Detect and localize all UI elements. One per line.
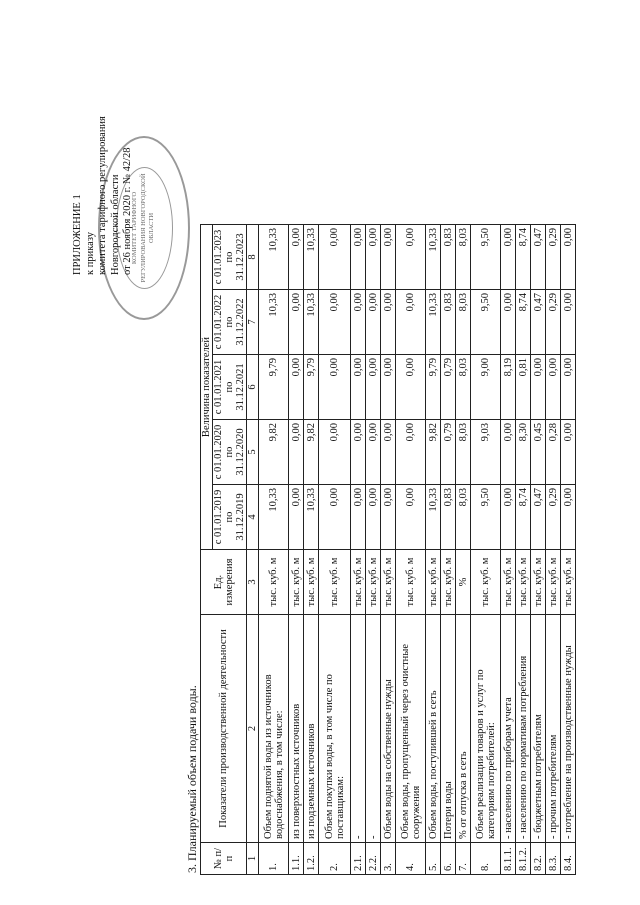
table-row (319, 225, 351, 875)
region-label: Новгородской области (109, 174, 121, 275)
row-value: 0,47 (531, 225, 546, 290)
row-value: 0,00 (289, 485, 304, 550)
row-number: 8.1.1. (501, 843, 516, 875)
col-header-period: с 01.01.2023 по 31.12.2023 (213, 225, 247, 290)
row-indicator: Объем покупки воды, в том числе по поставщикам: (319, 615, 351, 843)
row-value: 10,33 (426, 290, 441, 355)
row-value: 0,29 (546, 290, 561, 355)
col-header-num: № п/п (201, 843, 247, 875)
row-value: 0,00 (351, 355, 366, 420)
row-number: 8. (471, 843, 501, 875)
col-number: 4 (247, 485, 259, 550)
row-unit: тыс. куб. м (289, 550, 304, 615)
row-value: 0,00 (561, 485, 576, 550)
table-row (259, 225, 289, 875)
row-value: 0,00 (396, 225, 426, 290)
row-number: 4. (396, 843, 426, 875)
row-unit: тыс. куб. м (501, 550, 516, 615)
appendix-label: ПРИЛОЖЕНИЕ 1 (72, 194, 83, 275)
seal-text: КОМИТЕТ ТАРИФНОГО РЕГУЛИРОВАНИЯ НОВГОРОДСКОЙ ОБЛАСТИ (131, 173, 156, 283)
row-value: 0,83 (441, 290, 456, 355)
row-indicator: - бюджетным потребителям (531, 615, 546, 843)
row-value: 0,00 (351, 420, 366, 485)
row-value: 10,33 (259, 290, 289, 355)
row-value: 9,79 (426, 355, 441, 420)
row-value: 0,28 (546, 420, 561, 485)
col-header-indicator: Показатели производственной деятельности (201, 615, 247, 843)
row-value: 0,00 (351, 225, 366, 290)
row-indicator: - населению по приборам учета (501, 615, 516, 843)
row-value: 0,00 (366, 355, 381, 420)
row-value: 0,79 (441, 355, 456, 420)
col-header-period: с 01.01.2021 по 31.12.2021 (213, 355, 247, 420)
row-value: 0,00 (381, 485, 396, 550)
row-number: 1.2. (304, 843, 319, 875)
row-unit: тыс. куб. м (381, 550, 396, 615)
row-value: 0,00 (319, 290, 351, 355)
row-value: 0,00 (381, 225, 396, 290)
table-head (201, 225, 259, 875)
row-value: 0,00 (381, 420, 396, 485)
table-row (561, 225, 576, 875)
row-value: 0,00 (396, 420, 426, 485)
table-row (441, 225, 456, 875)
row-unit: тыс. куб. м (561, 550, 576, 615)
row-value: 9,82 (259, 420, 289, 485)
row-number: 7. (456, 843, 471, 875)
table-row (289, 225, 304, 875)
row-value: 10,33 (304, 225, 319, 290)
committee-label: комитета тарифного регулирования (97, 116, 108, 275)
table-body (259, 225, 576, 875)
row-unit: тыс. куб. м (516, 550, 531, 615)
row-indicator: Объем воды, пропущенный через очистные сооружения (396, 615, 426, 843)
row-unit: тыс. куб. м (396, 550, 426, 615)
row-value: 8,03 (456, 225, 471, 290)
row-value: 9,03 (471, 420, 501, 485)
row-number: 8.1.2. (516, 843, 531, 875)
col-number: 2 (247, 615, 259, 843)
row-value: 10,33 (426, 225, 441, 290)
row-value: 0,00 (501, 485, 516, 550)
row-value: 0,00 (381, 290, 396, 355)
col-header-unit: Ед. измерения (201, 550, 247, 615)
row-value: 0,79 (441, 420, 456, 485)
row-indicator: - (351, 615, 366, 843)
row-value: 0,00 (561, 355, 576, 420)
row-indicator: Объем поднятой воды из источников водоснабжения, в том числе: (259, 615, 289, 843)
row-value: 0,00 (396, 485, 426, 550)
row-value: 8,03 (456, 420, 471, 485)
col-header-values: Величина показателей (201, 225, 213, 550)
row-value: 0,00 (366, 225, 381, 290)
row-number: 5. (426, 843, 441, 875)
row-unit: тыс. куб. м (441, 550, 456, 615)
row-value: 8,03 (456, 290, 471, 355)
table-row (471, 225, 501, 875)
row-value: 0,00 (561, 290, 576, 355)
row-value: 0,00 (319, 355, 351, 420)
table-row (381, 225, 396, 875)
row-unit: тыс. куб. м (426, 550, 441, 615)
row-value: 0,00 (561, 225, 576, 290)
col-number: 8 (247, 225, 259, 290)
table-row (304, 225, 319, 875)
row-value: 10,33 (426, 485, 441, 550)
row-value: 10,33 (304, 485, 319, 550)
row-value: 8,30 (516, 420, 531, 485)
row-number: 8.2. (531, 843, 546, 875)
table-row (531, 225, 546, 875)
row-indicator: Потери воды (441, 615, 456, 843)
row-value: 9,50 (471, 485, 501, 550)
row-value: 9,50 (471, 290, 501, 355)
row-value: 0,00 (366, 485, 381, 550)
table-row (501, 225, 516, 875)
row-indicator: - (366, 615, 381, 843)
row-value: 10,33 (259, 485, 289, 550)
col-number: 6 (247, 355, 259, 420)
table-row (426, 225, 441, 875)
col-number: 7 (247, 290, 259, 355)
row-value: 0,29 (546, 485, 561, 550)
date-number-label: от 26 ноября 2020 г. № 42/28 (122, 147, 133, 275)
row-value: 0,00 (289, 355, 304, 420)
row-value: 0,00 (319, 225, 351, 290)
row-indicator: - населению по нормативам потребления (516, 615, 531, 843)
row-number: 2. (319, 843, 351, 875)
row-value: 0,47 (531, 485, 546, 550)
col-number: 1 (247, 843, 259, 875)
row-value: 0,29 (546, 225, 561, 290)
row-unit: тыс. куб. м (546, 550, 561, 615)
row-value: 0,00 (351, 290, 366, 355)
water-supply-table (200, 224, 576, 875)
row-indicator: Объем воды на собственные нужды (381, 615, 396, 843)
row-value: 0,00 (501, 290, 516, 355)
row-value: 0,00 (289, 290, 304, 355)
table-row (456, 225, 471, 875)
row-number: 6. (441, 843, 456, 875)
row-value: 0,00 (381, 355, 396, 420)
row-unit: тыс. куб. м (304, 550, 319, 615)
row-value: 0,00 (501, 225, 516, 290)
row-indicator: из подземных источников (304, 615, 319, 843)
row-unit: тыс. куб. м (366, 550, 381, 615)
row-value: 10,33 (259, 225, 289, 290)
row-value: 0,00 (501, 420, 516, 485)
row-indicator: % от отпуска в сеть (456, 615, 471, 843)
row-value: 0,00 (319, 485, 351, 550)
row-value: 10,33 (304, 290, 319, 355)
row-number: 1.1. (289, 843, 304, 875)
row-number: 2.2. (366, 843, 381, 875)
row-value: 0,00 (289, 225, 304, 290)
table-row (366, 225, 381, 875)
row-number: 8.3. (546, 843, 561, 875)
row-value: 8,19 (501, 355, 516, 420)
table-row (351, 225, 366, 875)
row-unit: тыс. куб. м (471, 550, 501, 615)
table-row (396, 225, 426, 875)
row-unit: тыс. куб. м (531, 550, 546, 615)
row-value: 0,47 (531, 290, 546, 355)
col-header-period: с 01.01.2022 по 31.12.2022 (213, 290, 247, 355)
col-number: 5 (247, 420, 259, 485)
row-value: 9,50 (471, 225, 501, 290)
row-value: 8,03 (456, 355, 471, 420)
row-value: 0,00 (396, 355, 426, 420)
row-indicator: Объем воды, поступившей в сеть (426, 615, 441, 843)
row-number: 1. (259, 843, 289, 875)
row-value: 0,00 (319, 420, 351, 485)
row-value: 9,00 (471, 355, 501, 420)
table-row (546, 225, 561, 875)
order-label: к приказу (84, 232, 96, 275)
row-value: 9,79 (259, 355, 289, 420)
row-indicator: Объем реализации товаров и услуг по категориям потребителей: (471, 615, 501, 843)
row-value: 0,00 (531, 355, 546, 420)
row-value: 8,74 (516, 290, 531, 355)
row-value: 8,03 (456, 485, 471, 550)
row-indicator: - потребление на производственные нужды (561, 615, 576, 843)
row-value: 9,82 (426, 420, 441, 485)
row-value: 0,00 (366, 420, 381, 485)
row-number: 2.1. (351, 843, 366, 875)
col-number-row (247, 225, 259, 875)
row-number: 8.4. (561, 843, 576, 875)
row-unit: тыс. куб. м (351, 550, 366, 615)
row-value: 8,74 (516, 225, 531, 290)
row-value: 0,83 (441, 485, 456, 550)
col-header-period: с 01.01.2020 по 31.12.2020 (213, 420, 247, 485)
col-number: 3 (247, 550, 259, 615)
row-unit: тыс. куб. м (319, 550, 351, 615)
row-unit: тыс. куб. м (259, 550, 289, 615)
row-indicator: - прочим потребителям (546, 615, 561, 843)
table-row (516, 225, 531, 875)
row-value: 0,00 (366, 290, 381, 355)
row-value: 8,74 (516, 485, 531, 550)
row-value: 0,83 (441, 225, 456, 290)
row-number: 3. (381, 843, 396, 875)
row-value: 0,81 (516, 355, 531, 420)
row-unit: % (456, 550, 471, 615)
row-indicator: из поверхностных источников (289, 615, 304, 843)
row-value: 0,45 (531, 420, 546, 485)
row-value: 0,00 (546, 355, 561, 420)
row-value: 9,82 (304, 420, 319, 485)
approval-header (72, 55, 135, 275)
col-header-period: с 01.01.2019 по 31.12.2019 (213, 485, 247, 550)
section-title: 3. Планируемый объем подачи воды. (185, 685, 199, 873)
row-value: 0,00 (561, 420, 576, 485)
row-value: 9,79 (304, 355, 319, 420)
row-value: 0,00 (396, 290, 426, 355)
row-value: 0,00 (351, 485, 366, 550)
row-value: 0,00 (289, 420, 304, 485)
